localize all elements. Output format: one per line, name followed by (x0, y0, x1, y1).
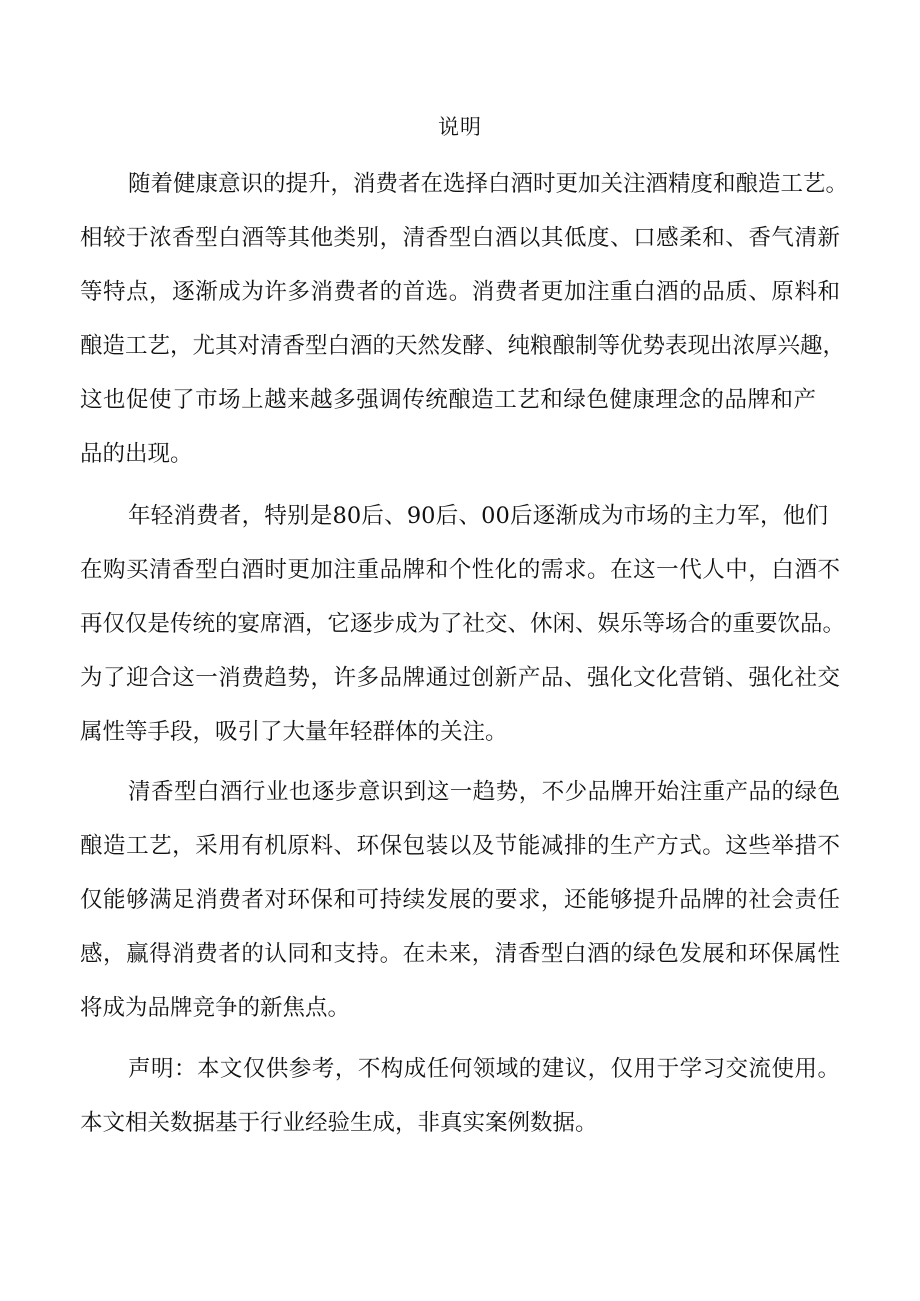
paragraph-line: 在购买清香型白酒时更加注重品牌和个性化的需求。在这一代人中，白酒不 (80, 557, 840, 583)
paragraph-line: 为了迎合这一消费趋势，许多品牌通过创新产品、强化文化营销、强化社交 (80, 665, 840, 691)
paragraph-line: 感，赢得消费者的认同和支持。在未来，清香型白酒的绿色发展和环保属性 (80, 941, 840, 967)
paragraph-line: 清香型白酒行业也逐步意识到这一趋势，不少品牌开始注重产品的绿色 (128, 779, 840, 805)
paragraph-line: 酿造工艺，采用有机原料、环保包装以及节能减排的生产方式。这些举措不 (80, 833, 840, 859)
paragraph-line: 将成为品牌竞争的新焦点。 (80, 995, 351, 1021)
paragraph-line: 这也促使了市场上越来越多强调传统酿造工艺和绿色健康理念的品牌和产 (80, 387, 816, 413)
disclaimer-line: 声明：本文仅供参考，不构成任何领域的建议，仅用于学习交流使用。 (128, 1056, 840, 1082)
paragraph-line: 仅能够满足消费者对环保和可持续发展的要求，还能够提升品牌的社会责任 (80, 887, 840, 913)
paragraph-line: 随着健康意识的提升，消费者在选择白酒时更加关注酒精度和酿造工艺。 (128, 171, 849, 197)
document-title: 说明 (438, 115, 482, 139)
paragraph-line: 再仅仅是传统的宴席酒，它逐步成为了社交、休闲、娱乐等场合的重要饮品。 (80, 611, 846, 637)
paragraph-line: 属性等手段，吸引了大量年轻群体的关注。 (80, 719, 508, 745)
paragraph-line: 酿造工艺，尤其对清香型白酒的天然发酵、纯粮酿制等优势表现出浓厚兴趣， (80, 333, 846, 359)
paragraph-line: 相较于浓香型白酒等其他类别，清香型白酒以其低度、口感柔和、香气清新 (80, 225, 840, 251)
disclaimer-line: 本文相关数据基于行业经验生成，非真实案例数据。 (80, 1110, 598, 1136)
paragraph-line: 等特点，逐渐成为许多消费者的首选。消费者更加注重白酒的品质、原料和 (80, 279, 840, 305)
paragraph-line: 年轻消费者，特别是80后、90后、00后逐渐成为市场的主力军，他们 (128, 503, 828, 529)
paragraph-line: 品的出现。 (80, 441, 193, 467)
